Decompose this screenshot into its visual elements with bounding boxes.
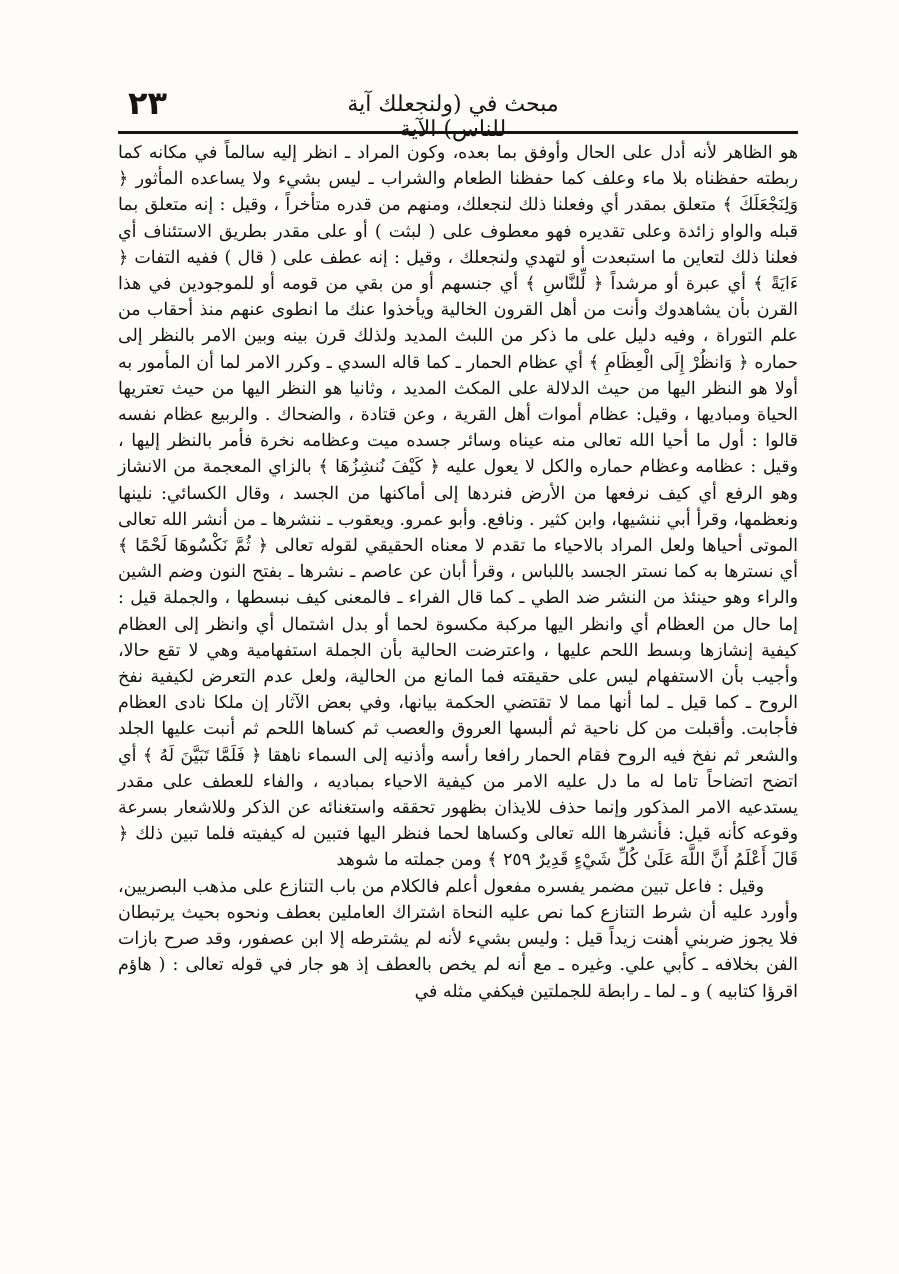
- page-header: [118, 80, 798, 142]
- page-number: ٢٣: [128, 84, 168, 122]
- running-title: مبحث في (ولنجعلك آية للناس) الآية: [347, 92, 559, 142]
- paragraph-2: وقيل : فاعل تبين مضمر يفسره مفعول أعلم فالكلام من باب التنازع على مذهب البصريين، وأورد عليه أن شرط التنازع كما نص عليه النحاة اشتراك العاملين بعطف ونحوه بحيث يرتبطان فلا يجوز ضربني أهنت زيداً قيل : وليس بشيء لأنه لم يشترطه إلا ابن عصفور، وقد صرح بازات الفن بخلافه ـ كأبي علي. وغيره ـ مع أنه لم يخص بالعطف إذ هو جار في قوله تعالى : ( هاؤم اقرؤا كتابيه ) و ـ لما ـ رابطة للجملتين فيكفي مثله في: [118, 876, 798, 1002]
- header-rule: [118, 131, 798, 134]
- paragraph-1: هو الظاهر لأنه أدل على الحال وأوفق بما بعده، وكون المراد ـ انظر إليه سالماً في مكانه كما ربطته حفظناه بلا ماء وعلف كما حفظنا الطعام والشراب ـ ليس بشيء ولا يساعده المأثور ﴿ وَلِنَجْعَلَكَ ﴾ متعلق بمقدر أي وفعلنا ذلك لنجعلك، ومنهم من قدره متأخراً ، وقيل : إنه متعلق بما قبله والواو زائدة وعلى تقديره فهو معطوف على ( لبثت ) أو على مقدر بطريق الاستئناف أي فعلنا ذلك لتعاين ما استبعدت أو لتهدي ولنجعلك ، وقيل : إنه عطف على ( قال ) ففيه التفات ﴿ ءَايَةً ﴾ أي عبرة أو مرشداً ﴿ لِّلنَّاسِ ﴾ أي جنسهم أو من بقي من قومه أو للموجودين في هذا القرن بأن يشاهدوك وأنت من أهل القرون الخالية ويأخذوا عنك ما انطوى عنهم منذ أحقاب من علم التوراة ، وفيه دليل على ما ذكر من اللبث المديد ولذلك قرن بينه وبين الامر بالنظر إلى حماره ﴿ وَانظُرْ إِلَى الْعِظَامِ ﴾ أي عظام الحمار ـ كما قاله السدي ـ وكرر الامر لما أن المأمور به أولا هو النظر اليها من حيث الدلالة على المكث المديد ، وثانيا هو النظر اليها من حيث تعتريها الحياة ومباديها ، وقيل: عظام أموات أهل القرية ، وعن قتادة ، والضحاك . والربيع عظام نفسه قالوا : أول ما أحيا الله تعالى منه عيناه وسائر جسده ميت وعظامه نخرة فأمر بالنظر إليها ، وقيل : عظامه وعظام حماره والكل لا يعول عليه ﴿ كَيْفَ نُنشِزُهَا ﴾ بالزاي المعجمة من الانشاز وهو الرفع أي كيف نرفعها من الأرض فنردها إلى أماكنها من الجسد ، وقال الكسائي: نلينها ونعظمها، وقرأ أبي ننشيها، وابن كثير . ونافع. وأبو عمرو. ويعقوب ـ ننشرها ـ من أنشر الله تعالى الموتى أحياها ولعل المراد بالاحياء ما تقدم لا معناه الحقيقي لقوله تعالى ﴿ ثُمَّ نَكْسُوهَا لَحْمًا ﴾ أي نسترها به كما نستر الجسد باللباس ، وقرأ أبان عن عاصم ـ نشرها ـ بفتح النون وضم الشين والراء وهو حينئذ من النشر ضد الطي ـ كما قال الفراء ـ فالمعنى كيف نبسطها ، والجملة قيل : إما حال من العظام أي وانظر اليها مركبة مكسوة لحما أو بدل اشتمال أي وانظر إلى العظام كيفية إنشازها وبسط اللحم عليها ، واعترضت الحالية بأن الجملة استفهامية وهي لا تقع حالا، وأجيب بأن الاستفهام ليس على حقيقته فما المانع من الحالية، ولعل عدم التعرض لكيفية نفخ الروح ـ كما قيل ـ لما أنها مما لا تقتضي الحكمة بيانها، وفي بعض الآثار إن ملكا نادى العظام فأجابت. وأقبلت من كل ناحية ثم ألبسها العروق والعصب ثم كساها اللحم ثم أنبت عليها الجلد والشعر ثم نفخ فيه الروح فقام الحمار رافعا رأسه وأذنيه إلى السماء ناهقا ﴿ فَلَمَّا تَبَيَّنَ لَهُ ﴾ أي اتضح اتضاحاً تاما له ما دل عليه الامر من كيفية الاحياء بمباديه ، والفاء للعطف على مقدر يستدعيه الامر المذكور وإنما حذف للايذان بظهور تحققه واستغنائه عن الذكر وللاشعار بسرعة وقوعه كأنه قيل: فأنشرها الله تعالى وكساها لحما فنظر اليها فتبين له كيفيته فلما تبين ذلك ﴿ قَالَ أَعْلَمُ أَنَّ اللَّهَ عَلَىٰ كُلِّ شَيْءٍ قَدِيرٌ ٢٥٩ ﴾ ومن جملته ما شوهد: [118, 143, 799, 871]
- body-text: [118, 140, 798, 1180]
